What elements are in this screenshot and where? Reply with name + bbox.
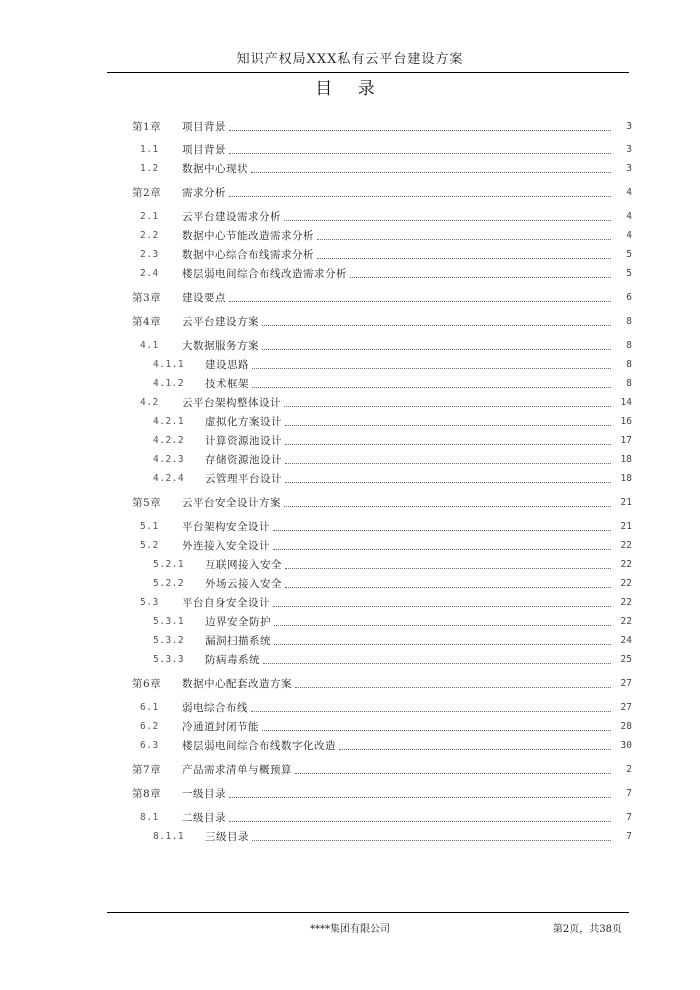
toc-entry-page: 6: [626, 291, 632, 303]
toc-leader-dots: [273, 606, 611, 607]
toc-entry-title: 大数据服务方案: [182, 339, 259, 352]
toc-entry[interactable]: [140, 141, 632, 157]
toc-entry-page: 21: [620, 496, 632, 508]
toc-entry-title: 建设要点: [182, 291, 226, 304]
toc-leader-dots: [285, 482, 611, 483]
toc-entry-page: 18: [620, 453, 632, 465]
toc-entry-title: 项目背景: [182, 143, 226, 156]
toc-entry-number: 6.1: [140, 701, 159, 713]
toc-entry-title: 数据中心配套改造方案: [182, 677, 292, 690]
toc-leader-dots: [229, 821, 611, 822]
toc-entry[interactable]: [140, 246, 632, 262]
toc-entry-number: 2.2: [140, 229, 159, 241]
toc-entry-number: 4.2: [140, 396, 159, 408]
toc-entry-number: 4.2.4: [153, 472, 185, 484]
toc-entry-title: 建设思路: [205, 358, 249, 371]
toc-entry-title: 外连接入安全设计: [182, 539, 270, 552]
toc-entry-title: 平台架构安全设计: [182, 520, 270, 533]
toc-entry[interactable]: [132, 118, 632, 134]
toc-entry[interactable]: [140, 699, 632, 715]
toc-leader-dots: [229, 153, 611, 154]
toc-entry-page: 25: [620, 653, 632, 665]
toc-leader-dots: [350, 277, 611, 278]
toc-entry[interactable]: [132, 761, 632, 777]
toc-entry-title: 数据中心综合布线需求分析: [182, 248, 314, 261]
toc-entry-page: 5: [626, 248, 632, 260]
toc-entry-page: 7: [626, 830, 632, 842]
toc-entry-title: 云平台安全设计方案: [182, 496, 281, 509]
toc-entry-number: 5.1: [140, 520, 159, 532]
toc-entry-title: 漏洞扫描系统: [205, 634, 271, 647]
toc-entry[interactable]: [153, 632, 632, 648]
toc-entry-title: 防病毒系统: [205, 653, 260, 666]
toc-leader-dots: [274, 644, 611, 645]
toc-leader-dots: [273, 549, 611, 550]
toc-entry-number: 第7章: [132, 763, 162, 776]
toc-leader-dots: [339, 749, 611, 750]
toc-entry-number: 4.1: [140, 339, 159, 351]
toc-entry[interactable]: [132, 675, 632, 691]
toc-entry-title: 存储资源池设计: [205, 453, 282, 466]
toc-entry-number: 5.3.1: [153, 615, 185, 627]
toc-entry-page: 3: [626, 143, 632, 155]
toc-entry-page: 2: [626, 763, 632, 775]
toc-entry-title: 云管理平台设计: [205, 472, 282, 485]
toc-entry[interactable]: [153, 575, 632, 591]
toc-entry-title: 计算资源池设计: [205, 434, 282, 447]
toc-leader-dots: [285, 568, 611, 569]
toc-entry-title: 弱电综合布线: [182, 701, 248, 714]
page-header-title: 知识产权局XXX私有云平台建设方案: [236, 52, 464, 67]
toc-entry-number: 4.1.1: [153, 358, 185, 370]
toc-entry-page: 7: [626, 811, 632, 823]
toc-entry[interactable]: [140, 337, 632, 353]
toc-entry-number: 4.2.1: [153, 415, 185, 427]
toc-entry-title: 二级目录: [182, 811, 226, 824]
toc-entry[interactable]: [140, 737, 632, 753]
toc-entry-page: 8: [626, 358, 632, 370]
toc-entry[interactable]: [132, 289, 632, 305]
toc-leader-dots: [262, 325, 611, 326]
toc-entry[interactable]: [153, 556, 632, 572]
toc-entry-title: 云平台建设方案: [182, 315, 259, 328]
toc-entry-number: 2.4: [140, 267, 159, 279]
toc-entry[interactable]: [153, 356, 632, 372]
toc-entry-number: 8.1.1: [153, 830, 185, 842]
toc-entry[interactable]: [132, 494, 632, 510]
toc-entry[interactable]: [153, 413, 632, 429]
toc-entry-page: 4: [626, 210, 632, 222]
toc-entry-page: 4: [626, 229, 632, 241]
toc-entry-title: 平台自身安全设计: [182, 596, 270, 609]
toc-entry-number: 2.1: [140, 210, 159, 222]
toc-entry-page: 8: [626, 339, 632, 351]
toc-entry[interactable]: [132, 785, 632, 801]
toc-entry-page: 17: [620, 434, 632, 446]
toc-entry-page: 4: [626, 186, 632, 198]
toc-entry[interactable]: [140, 518, 632, 534]
toc-entry-number: 第2章: [132, 186, 162, 199]
toc-leader-dots: [295, 687, 611, 688]
toc-entry-page: 8: [626, 315, 632, 327]
toc-entry[interactable]: [153, 613, 632, 629]
toc-entry[interactable]: [140, 265, 632, 281]
toc-entry-page: 22: [620, 539, 632, 551]
toc-entry-number: 4.2.3: [153, 453, 185, 465]
toc-entry[interactable]: [153, 432, 632, 448]
header-rule: [107, 72, 629, 73]
toc-entry[interactable]: [153, 470, 632, 486]
toc-entry-title: 技术框架: [205, 377, 249, 390]
toc-leader-dots: [317, 258, 611, 259]
toc-leader-dots: [285, 425, 611, 426]
toc-entry-title: 三级目录: [205, 830, 249, 843]
toc-entry[interactable]: [153, 828, 632, 844]
toc-leader-dots: [252, 840, 611, 841]
toc-entry-page: 14: [620, 396, 632, 408]
toc-entry-page: 24: [620, 634, 632, 646]
toc-leader-dots: [273, 530, 611, 531]
toc-entry-number: 第6章: [132, 677, 162, 690]
toc-leader-dots: [285, 463, 611, 464]
toc-entry-page: 22: [620, 577, 632, 589]
toc-entry-title: 楼层弱电间综合布线数字化改造: [182, 739, 336, 752]
toc-entry-page: 22: [620, 596, 632, 608]
toc-entry[interactable]: [140, 594, 632, 610]
toc-leader-dots: [317, 239, 611, 240]
toc-leader-dots: [252, 387, 611, 388]
toc-leader-dots: [229, 301, 611, 302]
toc-entry-page: 30: [620, 739, 632, 751]
toc-leader-dots: [262, 349, 611, 350]
toc-entry-title: 数据中心现状: [182, 162, 248, 175]
toc-leader-dots: [285, 444, 611, 445]
toc-entry[interactable]: [140, 227, 632, 243]
toc-leader-dots: [251, 172, 611, 173]
toc-entry-number: 1.2: [140, 162, 159, 174]
toc-entry[interactable]: [140, 718, 632, 734]
toc-entry-page: 16: [620, 415, 632, 427]
toc-leader-dots: [295, 773, 611, 774]
toc-entry-page: 22: [620, 615, 632, 627]
toc-entry-number: 5.3.2: [153, 634, 185, 646]
toc-entry[interactable]: [140, 809, 632, 825]
toc-entry-title: 外场云接入安全: [205, 577, 282, 590]
toc-leader-dots: [284, 506, 611, 507]
toc-entry-number: 6.2: [140, 720, 159, 732]
toc-entry[interactable]: [153, 651, 632, 667]
footer-page-info: 第2页，共38页: [552, 924, 622, 935]
toc-leader-dots: [284, 220, 611, 221]
toc-entry-number: 5.3: [140, 596, 159, 608]
toc-entry-title: 产品需求清单与概预算: [182, 763, 292, 776]
toc-leader-dots: [284, 406, 611, 407]
toc-entry-title: 边界安全防护: [205, 615, 271, 628]
toc-entry-number: 5.2.1: [153, 558, 185, 570]
toc-entry[interactable]: [140, 160, 632, 176]
toc-entry-page: 22: [620, 558, 632, 570]
toc-entry-title: 云平台建设需求分析: [182, 210, 281, 223]
toc-leader-dots: [229, 797, 611, 798]
toc-entry-title: 数据中心节能改造需求分析: [182, 229, 314, 242]
toc-leader-dots: [274, 625, 611, 626]
toc-entry-page: 5: [626, 267, 632, 279]
toc-leader-dots: [229, 130, 611, 131]
toc-entry-page: 27: [620, 677, 632, 689]
toc-entry-number: 8.1: [140, 811, 159, 823]
toc-entry-page: 3: [626, 162, 632, 174]
toc-entry-number: 第1章: [132, 120, 162, 133]
toc-entry-number: 5.2.2: [153, 577, 185, 589]
toc-entry-title: 一级目录: [182, 787, 226, 800]
toc-entry-title: 虚拟化方案设计: [205, 415, 282, 428]
toc-entry-page: 27: [620, 701, 632, 713]
toc-entry[interactable]: [153, 375, 632, 391]
toc-entry[interactable]: [132, 313, 632, 329]
toc-entry-number: 6.3: [140, 739, 159, 751]
toc-entry-page: 8: [626, 377, 632, 389]
toc-entry[interactable]: [132, 184, 632, 200]
toc-entry-page: 18: [620, 472, 632, 484]
toc-entry-title: 互联网接入安全: [205, 558, 282, 571]
toc-entry-page: 28: [620, 720, 632, 732]
toc-title: 目 录: [315, 79, 385, 99]
toc-entry-number: 5.3.3: [153, 653, 185, 665]
toc-leader-dots: [285, 587, 611, 588]
footer-rule: [107, 912, 629, 913]
toc-entry-title: 云平台架构整体设计: [182, 396, 281, 409]
toc-entry-number: 4.2.2: [153, 434, 185, 446]
toc-entry-number: 4.1.2: [153, 377, 185, 389]
toc-entry-number: 第8章: [132, 787, 162, 800]
toc-entry-page: 3: [626, 120, 632, 132]
toc-entry[interactable]: [140, 537, 632, 553]
toc-entry-number: 1.1: [140, 143, 159, 155]
toc-entry-number: 5.2: [140, 539, 159, 551]
toc-entry[interactable]: [140, 394, 632, 410]
footer-company: ****集团有限公司: [310, 924, 390, 935]
toc-entry-number: 第4章: [132, 315, 162, 328]
toc-leader-dots: [263, 663, 611, 664]
toc-entry-number: 2.3: [140, 248, 159, 260]
toc-entry-title: 需求分析: [182, 186, 226, 199]
toc-entry[interactable]: [153, 451, 632, 467]
toc-entry-title: 项目背景: [182, 120, 226, 133]
toc-leader-dots: [229, 196, 611, 197]
toc-entry-page: 7: [626, 787, 632, 799]
toc-entry[interactable]: [140, 208, 632, 224]
toc-leader-dots: [262, 730, 611, 731]
toc-entry-number: 第5章: [132, 496, 162, 509]
toc-leader-dots: [251, 711, 611, 712]
toc-entry-title: 冷通道封闭节能: [182, 720, 259, 733]
toc-entry-number: 第3章: [132, 291, 162, 304]
toc-entry-title: 楼层弱电间综合布线改造需求分析: [182, 267, 347, 280]
toc-entry-page: 21: [620, 520, 632, 532]
toc-leader-dots: [252, 368, 611, 369]
